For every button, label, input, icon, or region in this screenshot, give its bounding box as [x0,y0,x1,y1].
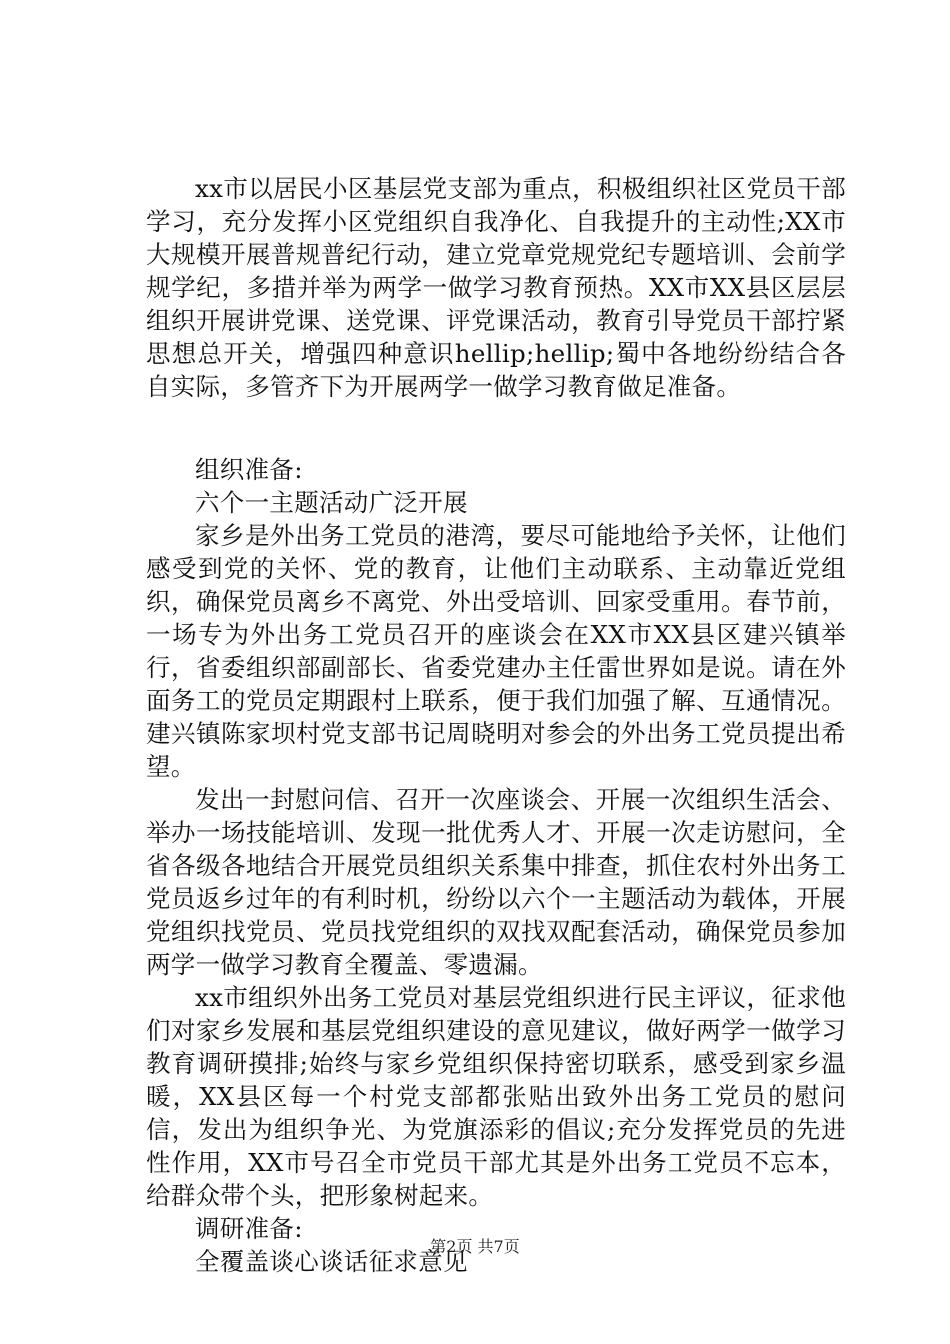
subheading-six-one-activities: 六个一主题活动广泛开展 [195,488,468,517]
paragraph-democratic-review: xx市组织外出务工党员对基层党组织进行民主评议，征求他们对家乡发展和基层党组织建设的意见建议，做好两学一做学习教育调研摸排;始终与家乡党组织保持密切联系，感受到家乡温暖，XX县区每一个村党支部都张贴出致外出务工党员的慰问信，发出为组织争光、为党旗添彩的倡议;充分发挥党员的先进性作用，XX市号召全市党员干部尤其是外出务工党员不忘本，给群众带个头，把形象树起来。 [146,983,846,1210]
section-heading-research: 调研准备: [195,1214,303,1243]
document-body [146,172,846,1278]
paragraph-intro: xx市以居民小区基层党支部为重点，积极组织社区党员干部学习，充分发挥小区党组织自我净化、自我提升的主动性;XX市大规模开展普规普纪行动，建立党章党规党纪专题培训、会前学规学纪，多措并举为两学一做学习教育预热。XX市XX县区层层组织开展讲党课、送党课、评党课活动，教育引导党员干部拧紧思想总开关，增强四种意识hellip;hellip;蜀中各地纷纷结合各自实际，多管齐下为开展两学一做学习教育做足准备。 [146,174,846,401]
paragraph-hometown: 家乡是外出务工党员的港湾，要尽可能地给予关怀，让他们感受到党的关怀、党的教育，让他们主动联系、主动靠近党组织，确保党员离乡不离党、外出受培训、回家受重用。春节前，一场专为外出务工党员召开的座谈会在XX市XX县区建兴镇举行，省委组织部副部长、省委党建办主任雷世界如是说。请在外面务工的党员定期跟村上联系，便于我们加强了解、互通情况。建兴镇陈家坝村党支部书记周晓明对参会的外出务工党员提出希望。 [146,521,846,781]
paragraph-spacer [146,403,846,453]
paragraph-six-activities: 发出一封慰问信、召开一次座谈会、开展一次组织生活会、举办一场技能培训、发现一批优秀人才、开展一次走访慰问，全省各级各地结合开展党员组织关系集中排查，抓住农村外出务工党员返乡过年的有利时机，纷纷以六个一主题活动为载体，开展党组织找党员、党员找党组织的双找双配套活动，确保党员参加两学一做学习教育全覆盖、零遗漏。 [146,785,846,979]
page-number: 第2页 共7页 [430,1237,520,1256]
subheading-heart-to-heart: 全覆盖谈心谈话征求意见 [195,1247,468,1276]
section-heading-organization: 组织准备: [195,455,303,484]
